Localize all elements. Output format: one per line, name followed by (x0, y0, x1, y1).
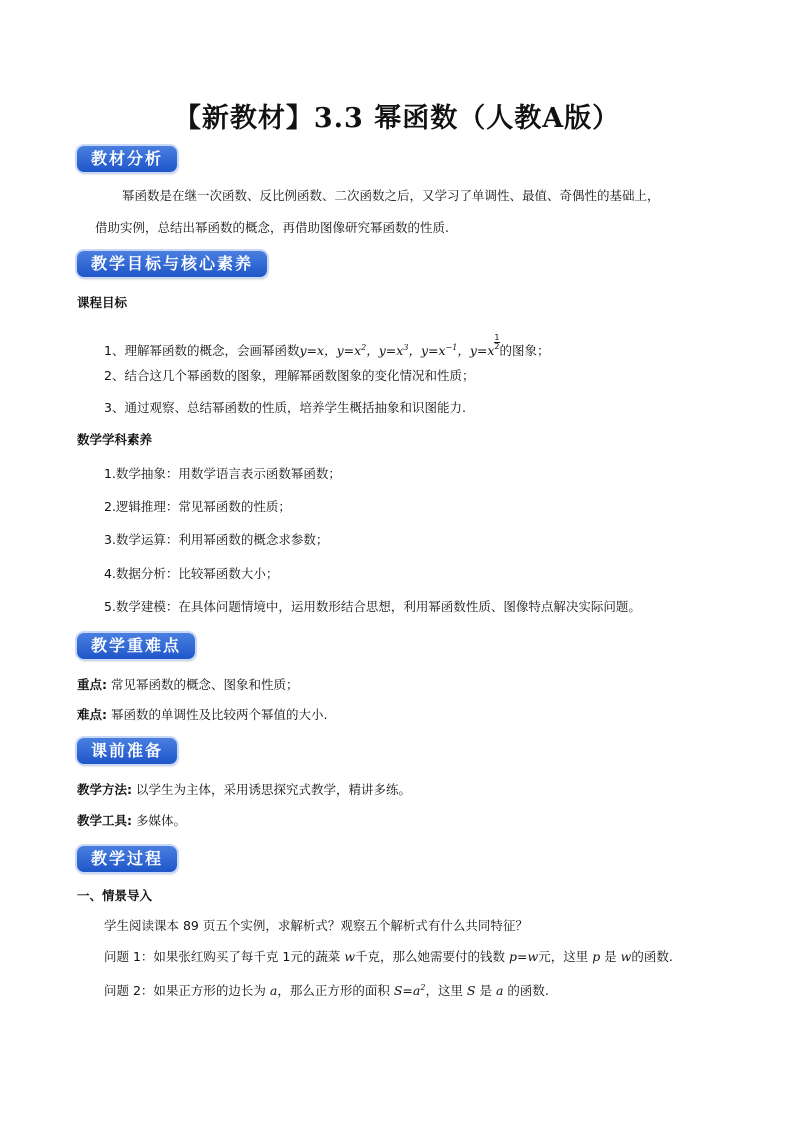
q1-text-d: 是 (600, 949, 621, 964)
q2-text-d: 是 (475, 983, 496, 999)
q2-text-b: ，那么正方形的面积 (277, 983, 394, 999)
formula-y-x2: y=x (336, 343, 362, 358)
section-badge-process: 教学过程 (77, 846, 177, 872)
course-goals-heading: 课程目标 (77, 295, 128, 310)
frac-denominator: 2 (494, 342, 500, 351)
teaching-tool-label: 教学工具: (77, 813, 132, 828)
q1-formula: p=w (509, 949, 539, 964)
formula-exp-2: 2 (361, 342, 367, 352)
formula-y-x: y=x， (299, 343, 337, 358)
q1-text-e: 的函数. (631, 949, 673, 964)
section-badge-analysis: 教材分析 (77, 146, 177, 172)
q1-var-p: p (592, 949, 601, 964)
key-point-label: 重点: (77, 677, 107, 692)
q1-var-w: w (344, 949, 356, 964)
page-title: 【新教材】3.3 幂函数（人教A版） (173, 103, 621, 134)
teaching-method-text: 以学生为主体，采用诱思探究式教学，精讲多练。 (132, 782, 411, 797)
goal-item-1-prefix: 1、理解幂函数的概念，会画幂函数 (104, 343, 300, 358)
q2-var-s: S (466, 983, 476, 999)
difficulty-text: 幂函数的单调性及比较两个幂值的大小. (107, 707, 328, 722)
q2-text-e: 的函数. (503, 983, 549, 999)
literacy-item-5: 5.数学建模：在具体问题情境中，运用数形结合思想，利用幂函数性质、图像特点解决实际问题。 (104, 599, 641, 614)
formula-y-x-inv: ，y=x (408, 343, 446, 358)
formula-exp-neg1: −1 (445, 342, 458, 352)
teaching-tool-line (77, 812, 186, 830)
literacy-item-2: 2.逻辑推理：常见幂函数的性质； (104, 499, 291, 514)
difficulty-label: 难点: (77, 707, 107, 722)
literacy-item-1: 1.数学抽象：用数学语言表示函数幂函数； (104, 466, 341, 481)
section-badge-keypoints: 教学重难点 (77, 633, 195, 659)
teaching-method-label: 教学方法: (77, 782, 132, 797)
goal-item-1-suffix: 的图象； (499, 343, 550, 358)
q2-var-a2: a (495, 983, 504, 999)
goal-item-3: 3、通过观察、总结幂函数的性质，培养学生概括抽象和识图能力. (104, 400, 466, 415)
teaching-tool-text: 多媒体。 (132, 813, 186, 828)
q1-text-a: 问题 1：如果张红购买了每千克 1元的蔬菜 (104, 949, 345, 964)
literacy-item-3: 3.数学运算：利用幂函数的概念求参数； (104, 532, 329, 547)
section-badge-goals: 教学目标与核心素养 (77, 251, 267, 277)
section-badge-prep: 课前准备 (77, 738, 177, 764)
q1-text-c: 元，这里 (538, 949, 593, 964)
q2-var-a: a (269, 983, 278, 999)
q2-text-a: 问题 2：如果正方形的边长为 (104, 983, 270, 999)
frac-numerator: 1 (494, 333, 500, 342)
q2-formula: S=a (393, 983, 421, 999)
key-point-line (77, 676, 298, 694)
formula-exp-3: 3 (403, 342, 409, 352)
literacy-item-4: 4.数据分析：比较幂函数大小； (104, 566, 279, 581)
goal-item-2: 2、结合这几个幂函数的图象，理解幂函数图象的变化情况和性质； (104, 368, 475, 383)
question-2 (104, 979, 549, 1000)
q1-text-b: 千克，那么她需要付的钱数 (355, 949, 510, 964)
goal-item-1 (104, 334, 550, 360)
difficulty-line (77, 706, 327, 724)
q2-text-c: ，这里 (425, 983, 467, 999)
q2-formula-exp: 2 (420, 983, 426, 992)
analysis-line-1: 幂函数是在继一次函数、反比例函数、二次函数之后，又学习了单调性、最值、奇偶性的基础上， (122, 188, 660, 203)
process-heading: 一、情景导入 (77, 888, 153, 903)
teaching-method-line (77, 781, 411, 799)
key-point-text: 常见幂函数的概念、图象和性质； (107, 677, 299, 692)
formula-y-x3: ，y=x (366, 343, 404, 358)
question-1 (104, 948, 673, 966)
q1-var-w2: w (620, 949, 632, 964)
process-intro: 学生阅读课本 89 页五个实例，求解析式？观察五个解析式有什么共同特征？ (104, 918, 528, 933)
literacy-heading: 数学学科素养 (77, 432, 153, 447)
formula-y-sqrt: ，y=x (457, 343, 495, 358)
analysis-line-2: 借助实例，总结出幂函数的概念，再借助图像研究幂函数的性质. (95, 220, 449, 235)
